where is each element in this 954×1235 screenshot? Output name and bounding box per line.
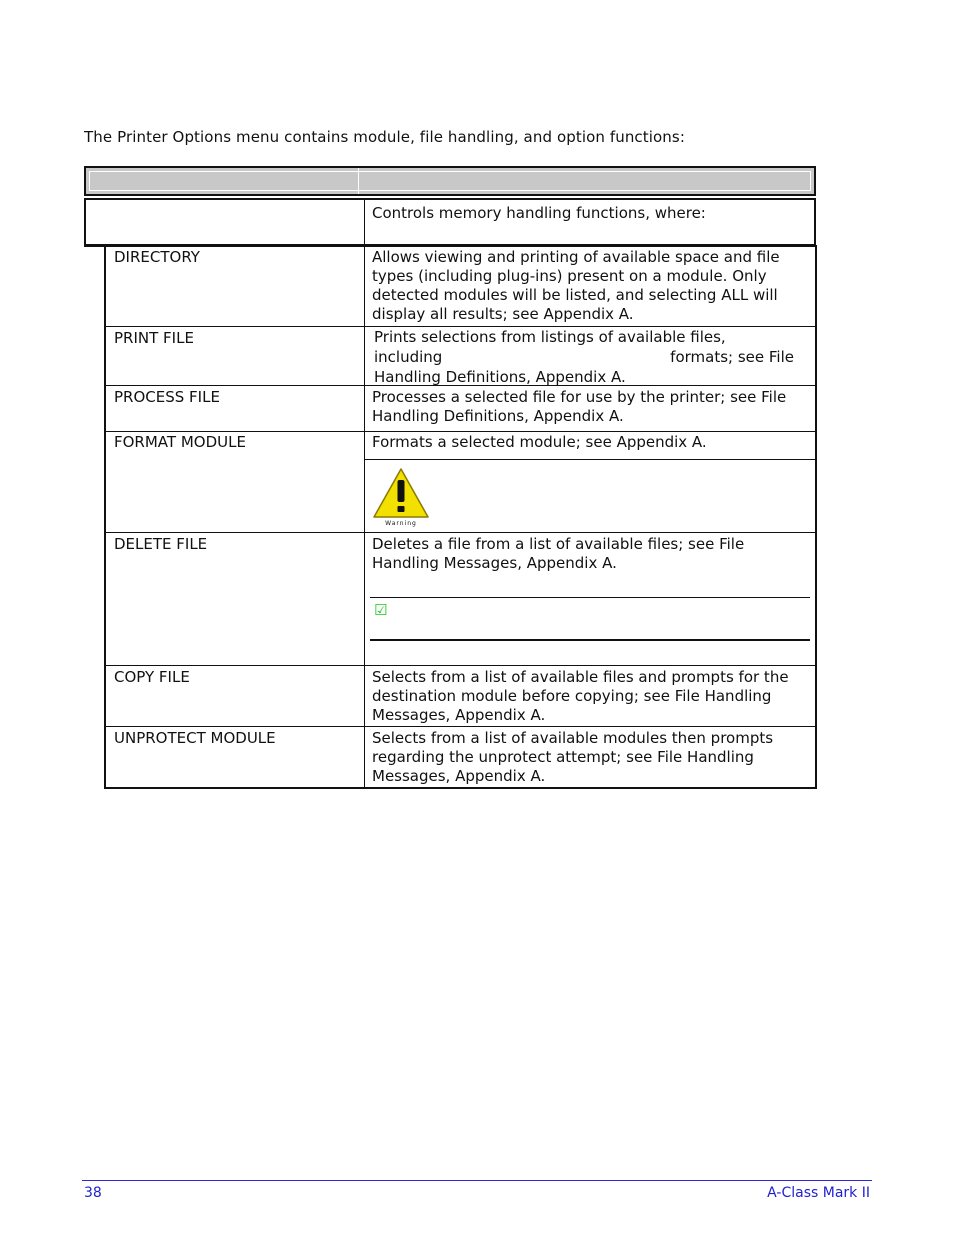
row-desc-process-file: Processes a selected file for use by the printer; see File Handling Definitions, Appendix A. <box>372 388 787 425</box>
row-separator <box>106 665 815 666</box>
intro-paragraph: The Printer Options menu contains module, file handling, and option functions: <box>84 128 685 146</box>
row-separator <box>106 385 815 386</box>
table-header-row <box>84 166 816 196</box>
header-divider <box>358 168 359 194</box>
row-desc-print-file <box>374 327 814 387</box>
print-file-desc-line2 <box>374 347 794 367</box>
row-label-process-file: PROCESS FILE <box>114 388 220 406</box>
submenu-table <box>104 245 817 789</box>
warning-icon <box>372 467 430 527</box>
note-bottom-rule <box>370 639 810 641</box>
row-label-print-file: PRINT FILE <box>114 329 194 347</box>
row-separator <box>106 726 815 727</box>
row-label-format-module: FORMAT MODULE <box>114 433 246 451</box>
header-inner-border <box>89 171 811 191</box>
row-sub-separator <box>365 459 815 460</box>
print-file-desc-line1: Prints selections from listings of available files, <box>374 328 726 346</box>
row-label-delete-file: DELETE FILE <box>114 535 208 553</box>
page-number: 38 <box>84 1185 102 1201</box>
row-desc-copy-file: Selects from a list of available files and prompts for the destination module before copying; see File Handling Messages, Appendix A. <box>372 668 789 724</box>
row-desc-delete-file: Deletes a file from a list of available files; see File Handling Messages, Appendix A. <box>372 535 745 572</box>
footer-rule <box>82 1180 872 1181</box>
row-label-unprotect-module: UNPROTECT MODULE <box>114 729 276 747</box>
print-file-word-b: formats; see File <box>670 348 794 366</box>
row-label-copy-file: COPY FILE <box>114 668 190 686</box>
warning-icon-caption: Warning <box>385 520 417 527</box>
note-top-rule <box>370 597 810 598</box>
module-row <box>84 198 816 247</box>
row-desc-unprotect-module: Selects from a list of available modules then prompts regarding the unprotect attempt; see File Handling Messages, Appendix A. <box>372 729 774 785</box>
row-separator <box>106 532 815 533</box>
row-desc-format-module: Formats a selected module; see Appendix A. <box>372 433 707 451</box>
checkmark-note-icon: ☑ <box>374 601 388 619</box>
footer-doc-title: A-Class Mark II <box>767 1185 870 1201</box>
module-row-divider <box>364 200 365 244</box>
module-row-desc: Controls memory handling functions, where: <box>372 204 706 222</box>
row-desc-directory: Allows viewing and printing of available space and file types (including plug-ins) present on a module. Only detected modules will be listed, and selecting ALL will display all results; see Appendix A. <box>372 248 780 323</box>
row-label-directory: DIRECTORY <box>114 248 200 266</box>
row-separator <box>106 431 815 432</box>
print-file-desc-line3: Handling Definitions, Appendix A. <box>374 368 626 386</box>
print-file-word-a: including <box>374 348 443 366</box>
